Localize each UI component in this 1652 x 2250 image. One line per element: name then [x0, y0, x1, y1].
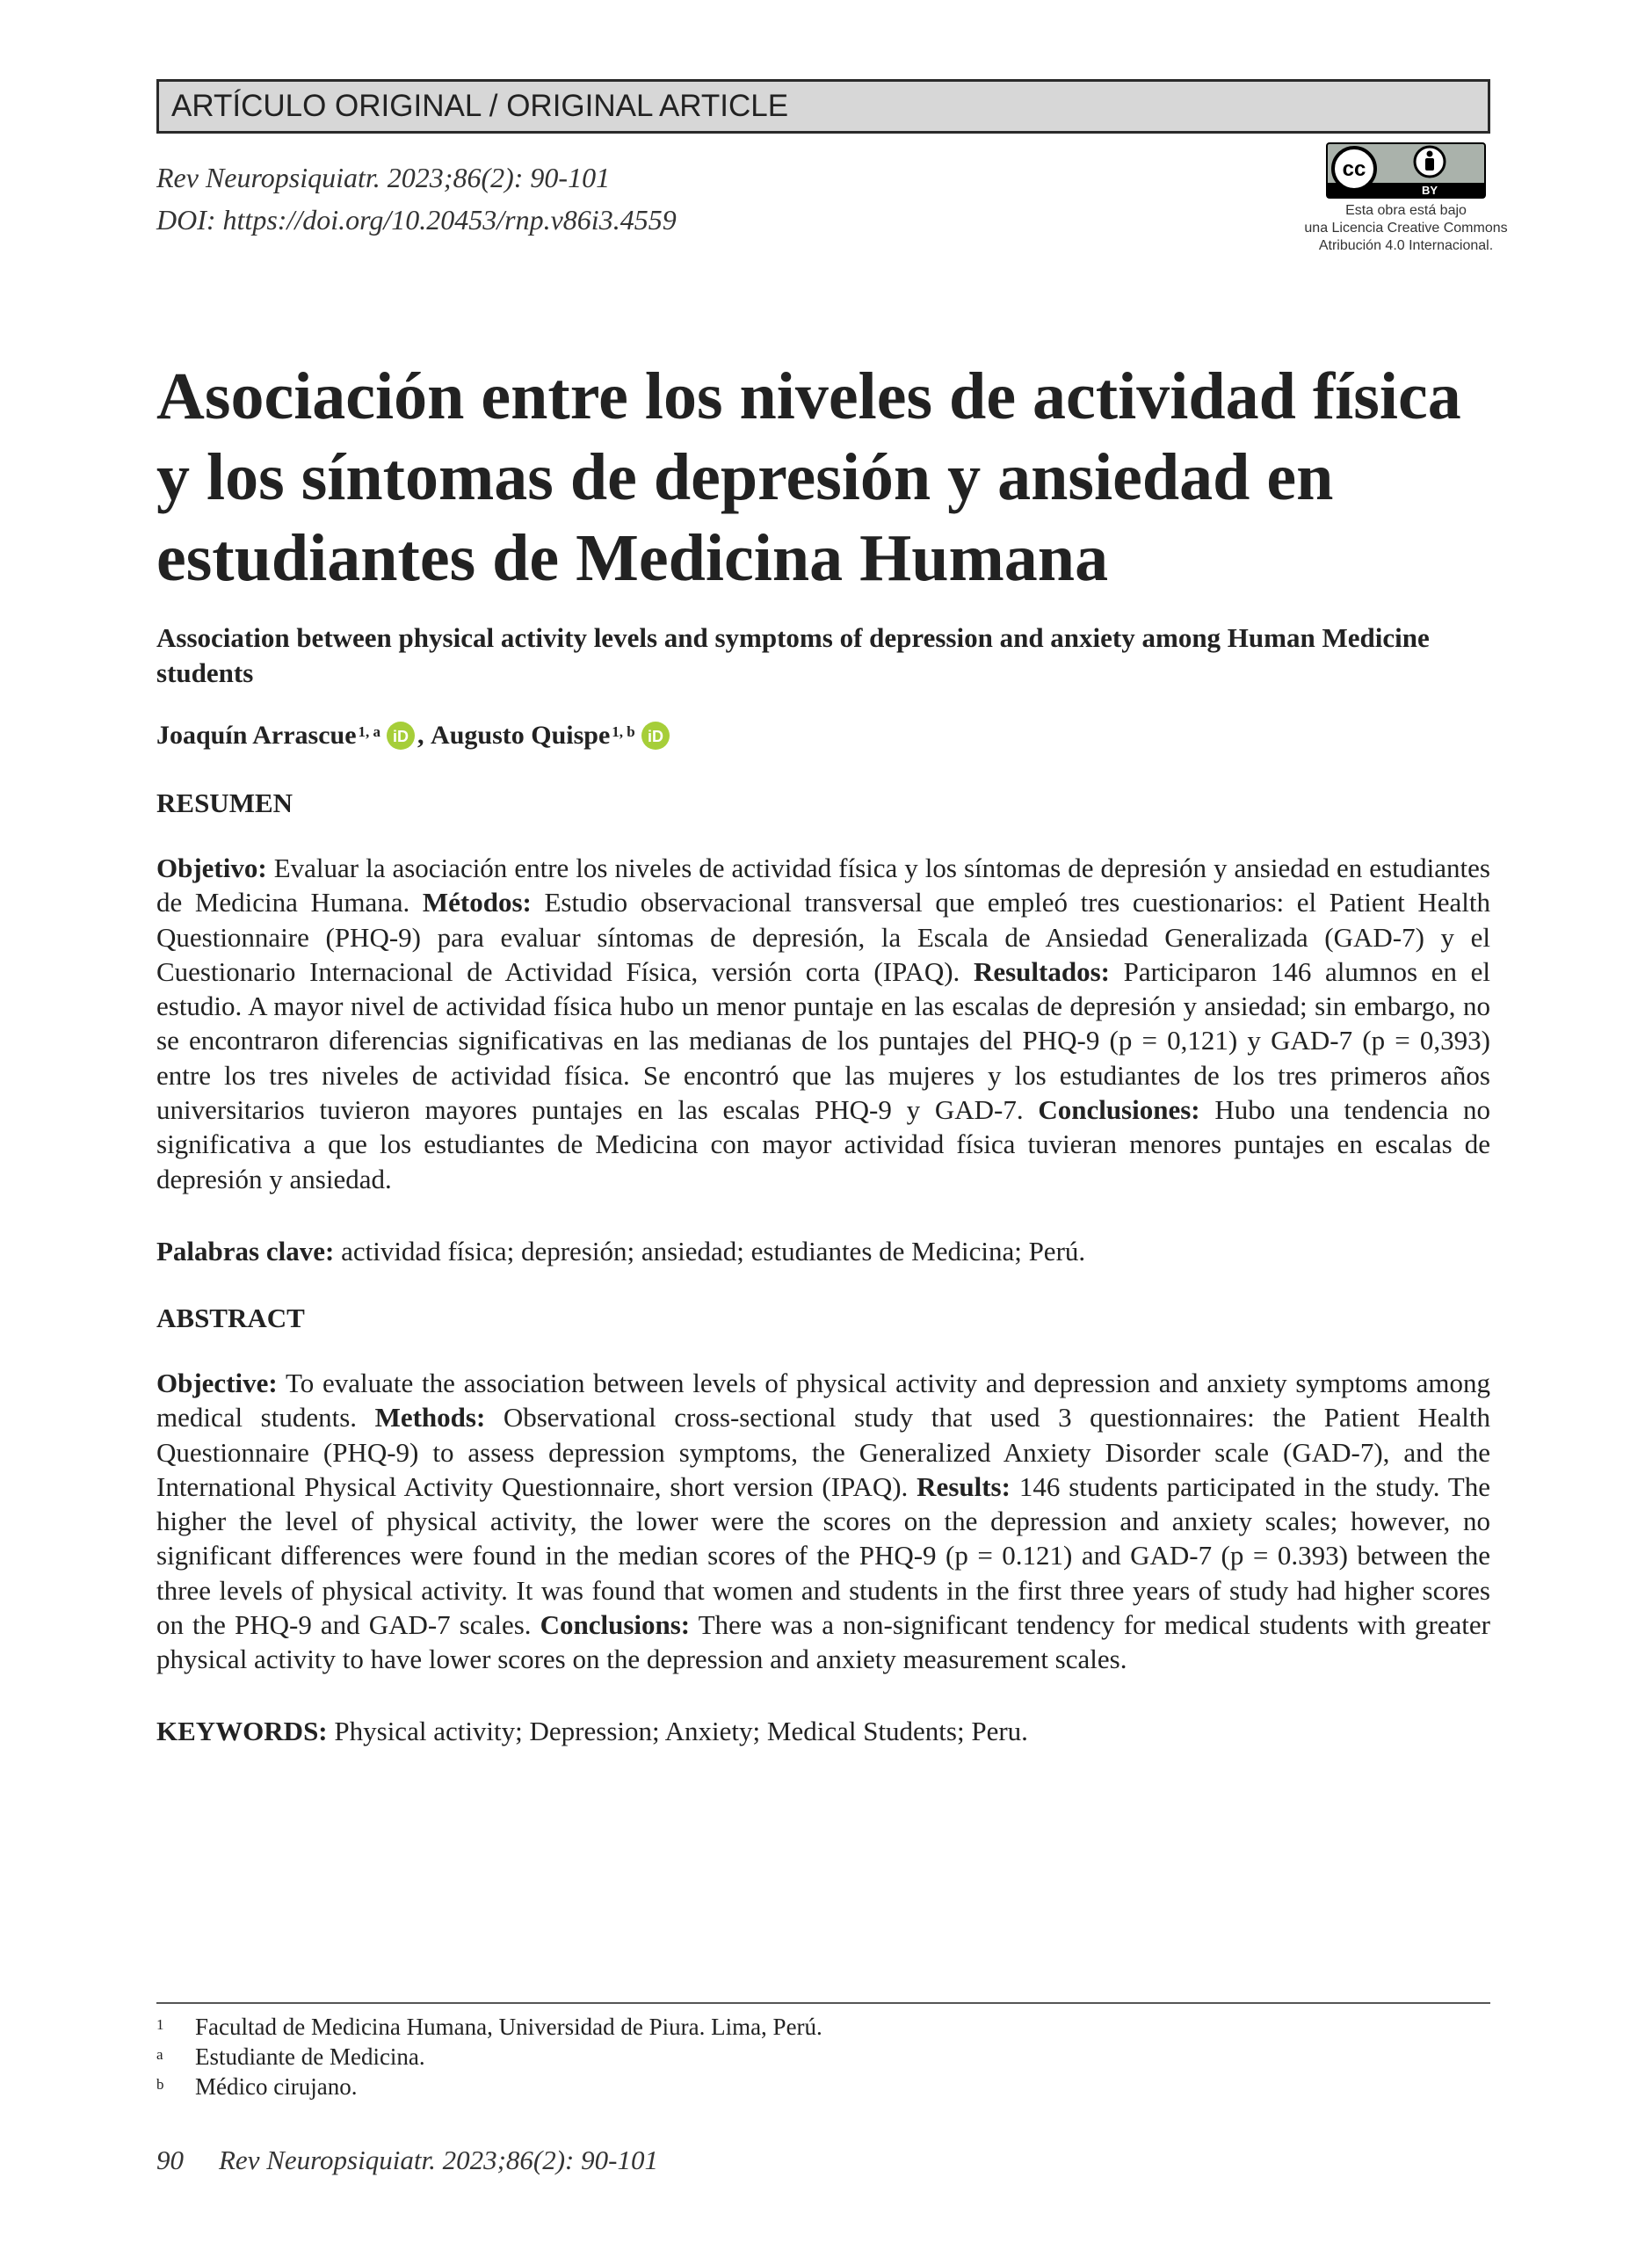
article-title — [156, 356, 1510, 599]
author-separator: , — [417, 721, 424, 750]
footnote-text: Facultad de Medicina Humana, Universidad de Piura. Lima, Perú. — [195, 2014, 822, 2040]
footnote-mark: 1 — [156, 2016, 164, 2033]
english-title: Association between physical activity levels and symptoms of depression and anxiety among Human Medicine students — [156, 622, 1430, 688]
article-type-banner: ARTÍCULO ORIGINAL / ORIGINAL ARTICLE — [156, 79, 1490, 134]
footnote-mark: b — [156, 2076, 164, 2093]
author-name: Augusto Quispe — [431, 721, 611, 750]
page-footer — [156, 2145, 658, 2176]
abstract-paragraph — [156, 1366, 1490, 1677]
conclusiones-label: Conclusiones: — [1038, 1094, 1200, 1126]
license-block — [1292, 142, 1520, 255]
metodos-label: Métodos: — [422, 887, 532, 918]
palabras-clave-label: Palabras clave: — [156, 1236, 335, 1267]
footnote-divider — [156, 2002, 1490, 2004]
palabras-clave-text: actividad física; depresión; ansiedad; estudiantes de Medicina; Perú. — [334, 1236, 1086, 1267]
journal-citation: Rev Neuropsiquiatr. 2023;86(2): 90-101 — [156, 162, 611, 193]
license-text-line-1: Esta obra está bajo — [1345, 203, 1467, 218]
footnote-text: Médico cirujano. — [195, 2073, 358, 2100]
conclusions-text: There was a non-significant tendency for medical students with greater physical activity to have lower scores on the depression and anxiety measurement scales. — [156, 1609, 1490, 1675]
footer-citation: Rev Neuropsiquiatr. 2023;86(2): 90-101 — [219, 2145, 658, 2175]
abstract-heading: ABSTRACT — [156, 1303, 305, 1333]
metodos-text: Estudio observacional transversal que empleó tres cuestionarios: el Patient Health Questionnaire (PHQ-9) para evaluar síntomas de depresión, la Escala de Ansiedad Generalizada (GAD-7) y el Cuestionario Internacional de Actividad Física, versión corta (IPAQ). — [156, 887, 1490, 987]
footnote-text: Estudiante de Medicina. — [195, 2043, 425, 2070]
orcid-icon[interactable] — [386, 721, 416, 751]
author-affiliation: 1, b — [612, 723, 635, 740]
title-line-1: Asociación entre los niveles de actividad física — [156, 359, 1461, 433]
footnote-mark: a — [156, 2046, 163, 2063]
orcid-icon-label: iD — [647, 728, 663, 745]
author-affiliation: 1, a — [358, 723, 381, 740]
license-text-line-2[interactable]: una Licencia Creative Commons — [1304, 221, 1508, 236]
palabras-clave — [156, 1234, 1490, 1268]
keywords — [156, 1714, 1490, 1748]
author-list — [156, 721, 672, 751]
resultados-text: Participaron 146 alumnos en el estudio. A mayor nivel de actividad física hubo un menor puntaje en las escalas de depresión y ansiedad; sin embargo, no se encontraron diferencias significativas en las medianas de los puntajes del PHQ-9 (p = 0,121) y GAD-7 (p = 0,393) entre los tres niveles de actividad física. Se encontró que las mujeres y los estudiantes de los tres primeros años universitarios tuvieron mayores puntajes en las escalas PHQ-9 y GAD-7. — [156, 955, 1490, 1126]
cc-badge-text: cc — [1342, 157, 1366, 181]
keywords-text: Physical activity; Depression; Anxiety; Medical Students; Peru. — [327, 1716, 1028, 1746]
license-text-line-3: Atribución 4.0 Internacional. — [1318, 238, 1494, 253]
orcid-icon-label: iD — [393, 728, 409, 745]
methods-text: Observational cross-sectional study that used 3 questionnaires: the Patient Health Questionnaire (PHQ-9) to assess depression symptoms, the Generalized Anxiety Disorder scale (GAD-7), and the International Physical Activity Questionnaire, short version (IPAQ). — [156, 1402, 1491, 1502]
page-number: 90 — [156, 2145, 184, 2175]
objetivo-label: Objetivo: — [156, 853, 267, 883]
resumen-paragraph — [156, 851, 1490, 1196]
author-name: Joaquín Arrascue — [156, 721, 357, 750]
footnote-item — [156, 2043, 425, 2071]
results-label: Results: — [917, 1470, 1011, 1502]
by-badge-text: BY — [1421, 184, 1438, 197]
objective-text: To evaluate the association between levels of physical activity and depression and anxiety symptoms among medical students. — [156, 1368, 1490, 1433]
conclusions-label: Conclusions: — [540, 1609, 691, 1641]
doi-link[interactable]: DOI: https://doi.org/10.20453/rnp.v86i3.4559 — [156, 204, 677, 236]
footnote-item — [156, 2072, 357, 2101]
footnote-item — [156, 2013, 822, 2041]
methods-label: Methods: — [374, 1402, 486, 1433]
results-text: 146 students participated in the study. The higher the level of physical activity, the lower were the scores on the depression and anxiety scales; however, no significant differences were found in the median scores of the PHQ-9 (p = 0.121) and GAD-7 (p = 0.393) between the three levels of physical activity. It was found that women and students in the first three years of study had higher scores on the PHQ-9 and GAD-7 scales. — [156, 1470, 1490, 1641]
objective-label: Objective: — [156, 1368, 278, 1398]
cc-by-license-icon[interactable] — [1326, 142, 1486, 199]
keywords-label: KEYWORDS: — [156, 1716, 328, 1746]
orcid-icon[interactable] — [641, 721, 670, 751]
conclusiones-text: Hubo una tendencia no significativa a que los estudiantes de Medicina con mayor actividad física tuvieran menores puntajes en escalas de depresión y ansiedad. — [156, 1094, 1490, 1194]
objetivo-text: Evaluar la asociación entre los niveles de actividad física y los síntomas de depresión y ansiedad en estudiantes de Medicina Humana. — [156, 853, 1490, 918]
title-line-3: estudiantes de Medicina Humana — [156, 521, 1109, 595]
title-line-2: y los síntomas de depresión y ansiedad en — [156, 440, 1334, 514]
resumen-heading: RESUMEN — [156, 788, 293, 818]
resultados-label: Resultados: — [973, 955, 1110, 987]
